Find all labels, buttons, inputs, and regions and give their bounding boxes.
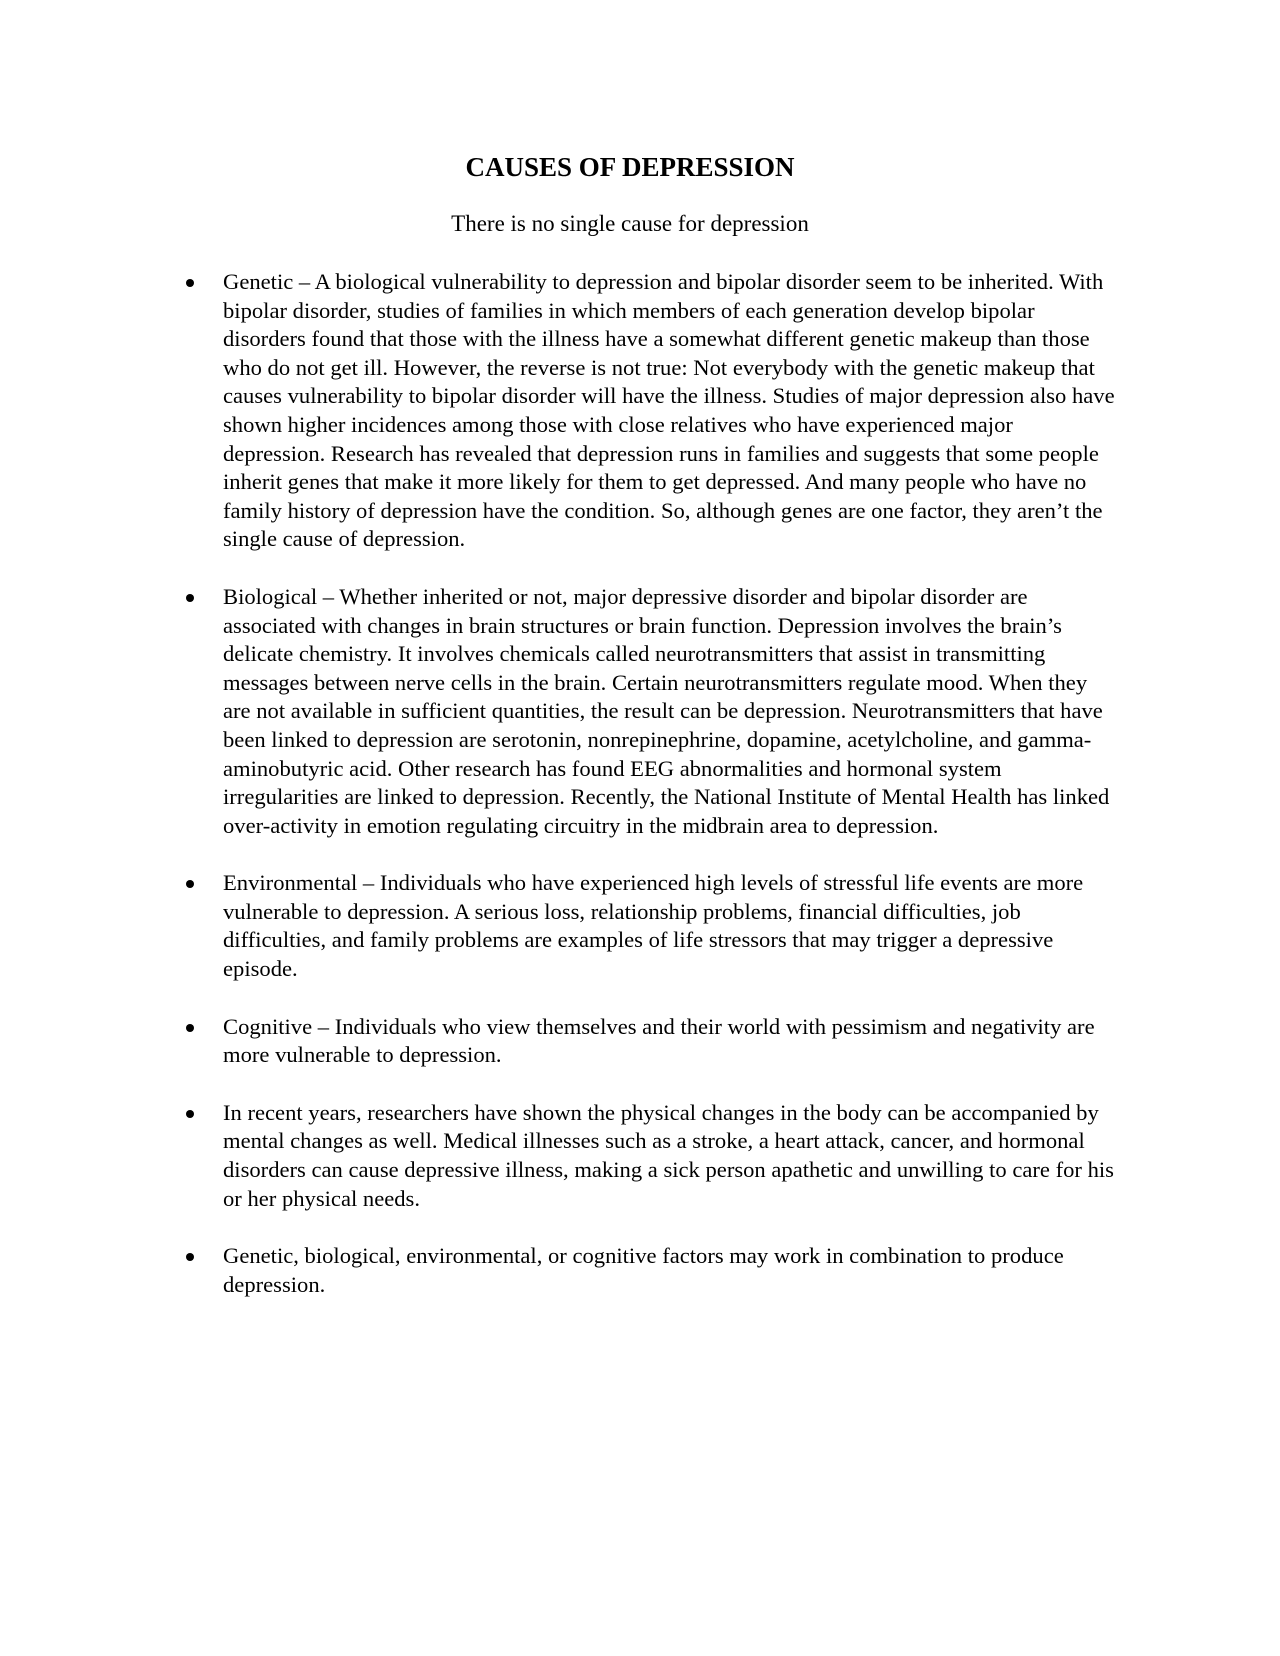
- list-item-text: Genetic – A biological vulnerability to depression and bipolar disorder seem to be inherited. With bipolar disorder, studies of families in which members of each generation develop bipolar disorders found that those with the illness have a somewhat different genetic makeup than those who do not get ill. However, the reverse is not true: Not everybody with the genetic makeup that causes vulnerability to bipolar disorder will have the illness. Studies of major depression also have shown higher incidences among those with close relatives who have experienced major depression. Research has revealed that depression runs in families and suggests that some people inherit genes that make it more likely for them to get depressed. And many people who have no family history of depression have the condition. So, although genes are one factor, they aren’t the single cause of depression.: [223, 269, 1115, 552]
- list-item-text: Biological – Whether inherited or not, major depressive disorder and bipolar disorder are associated with changes in brain structures or brain function. Depression involves the brain’s delicate chemistry. It involves chemicals called neurotransmitters that assist in transmitting messages between nerve cells in the brain. Certain neurotransmitters regulate mood. When they are not available in sufficient quantities, the result can be depression. Neurotransmitters that have been linked to depression are serotonin, nonrepinephrine, dopamine, acetylcholine, and gamma-aminobutyric acid. Other research has found EEG abnormalities and hormonal system irregularities are linked to depression. Recently, the National Institute of Mental Health has linked over-activity in emotion regulating circuitry in the midbrain area to depression.: [223, 583, 1110, 838]
- list-item-text: Environmental – Individuals who have experienced high levels of stressful life events are more vulnerable to depression. A serious loss, relationship problems, financial difficulties, job difficulties, and family problems are examples of life stressors that may trigger a depressive episode.: [223, 870, 1084, 982]
- list-item-cognitive: [0, 1013, 1115, 1070]
- bullet-icon: [186, 594, 194, 602]
- bullet-icon: [186, 1024, 194, 1032]
- list-item-text: Cognitive – Individuals who view themselves and their world with pessimism and negativity are more vulnerable to depression.: [223, 1013, 1095, 1068]
- list-item-combination: [0, 1242, 1115, 1299]
- bullet-icon: [186, 1253, 194, 1261]
- document-subtitle: There is no single cause for depression: [451, 211, 809, 236]
- list-item-text: In recent years, researchers have shown the physical changes in the body can be accompanied by mental changes as well. Medical illnesses such as a stroke, a heart attack, cancer, and hormonal disorders can cause depressive illness, making a sick person apathetic and unwilling to care for his or her physical needs.: [223, 1099, 1114, 1211]
- list-item-biological: [0, 583, 1115, 840]
- list-item-physical: [0, 1099, 1115, 1213]
- list-item-genetic: [0, 268, 1115, 554]
- bullet-icon: [186, 279, 194, 287]
- bullet-icon: [186, 880, 194, 888]
- document-title: CAUSES OF DEPRESSION: [465, 152, 795, 182]
- list-item-environmental: [0, 869, 1115, 983]
- causes-list: [0, 268, 1280, 1328]
- bullet-icon: [186, 1110, 194, 1118]
- list-item-text: Genetic, biological, environmental, or cognitive factors may work in combination to produce depression.: [223, 1243, 1064, 1297]
